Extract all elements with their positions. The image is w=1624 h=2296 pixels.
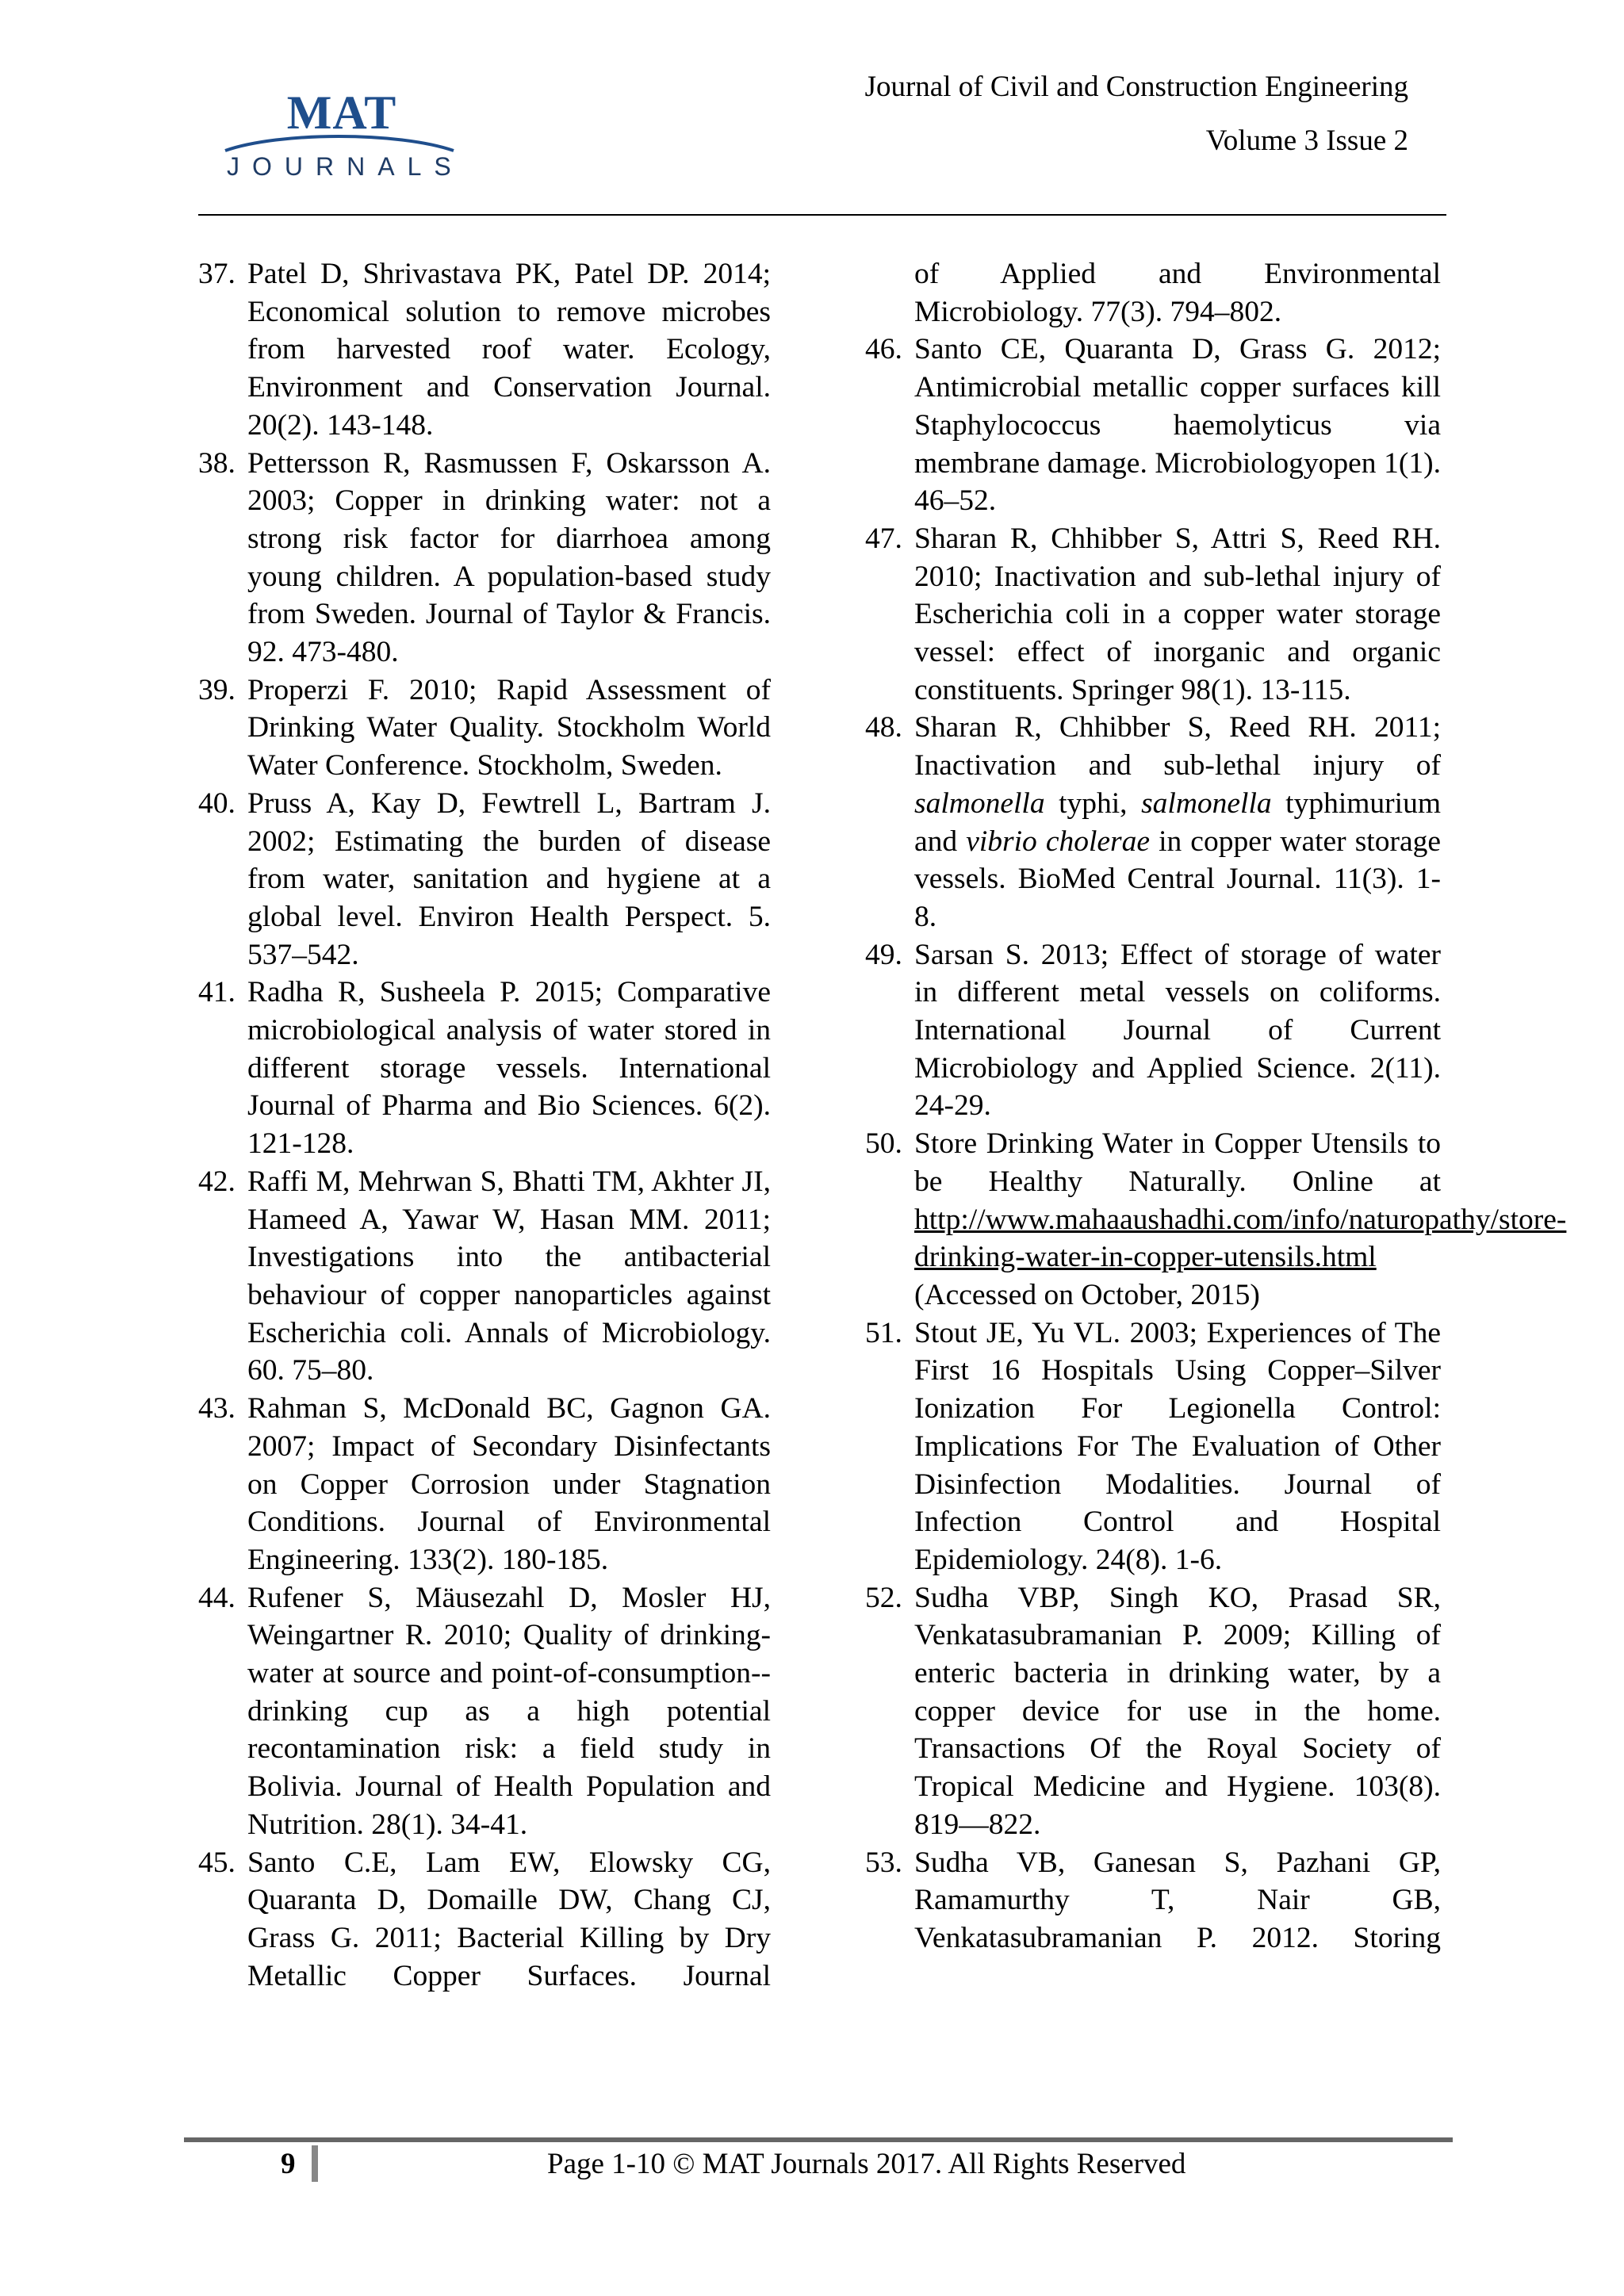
logo-journals-text: JOURNALS	[227, 152, 464, 181]
reference-item: 52. Sudha VBP, Singh KO, Prasad SR, Venkatasubramanian P. 2009; Killing of enteric bacteria in drinking water, by a copper device for use in the home. Transactions Of the Royal Society of Tropical Medicine and Hygiene. 103(8). 819—822.	[865, 1581, 1441, 1841]
species-name: salmonella	[1141, 786, 1272, 820]
footer-divider	[184, 2137, 1453, 2142]
reference-item: 46. Santo CE, Quaranta D, Grass G. 2012; Antimicrobial metallic copper surfaces kill Staphylococcus haemolyticus via membrane damage. Microbiologyopen 1(1). 46–52.	[865, 333, 1441, 518]
reference-item: 43. Rahman S, McDonald BC, Gagnon GA. 2007; Impact of Secondary Disinfectants on Copper Corrosion under Stagnation Conditions. Journal of Environmental Engineering. 133(2). 180-185.	[198, 1392, 771, 1576]
reference-item: 47. Sharan R, Chhibber S, Attri S, Reed RH. 2010; Inactivation and sub-lethal injury of Escherichia coli in a copper water storage vessel: effect of inorganic and organic constituents. Springer 98(1). 13-115.	[865, 522, 1441, 706]
reference-item: 41. Radha R, Susheela P. 2015; Comparative microbiological analysis of water stored in different storage vessels. International Journal of Pharma and Bio Sciences. 6(2). 121-128.	[198, 976, 771, 1161]
reference-item: 38. Pettersson R, Rasmussen F, Oskarsson A. 2003; Copper in drinking water: not a strong risk factor for diarrhoea among young children. A population-based study from Sweden. Journal of Taylor & Francis. 92. 473-480.	[198, 446, 771, 669]
reference-continuation: of Applied and Environmental Microbiology. 77(3). 794–802.	[914, 258, 1441, 328]
reference-item: 42. Raffi M, Mehrwan S, Bhatti TM, Akhter JI, Hameed A, Yawar W, Hasan MM. 2011; Investigations into the antibacterial behaviour of copper nanoparticles against Escherichia coli. Annals of Microbiology. 60. 75–80.	[198, 1165, 771, 1387]
logo-mat-text: MAT	[286, 86, 397, 139]
reference-item: 45. Santo C.E, Lam EW, Elowsky CG, Quaranta D, Domaille DW, Chang CJ, Grass G. 2011; Bacterial Killing by Dry Metallic Copper Surfaces. Journal	[198, 1846, 771, 1992]
reference-item: 40. Pruss A, Kay D, Fewtrell L, Bartram J. 2002; Estimating the burden of disease from water, sanitation and hygiene at a global level. Environ Health Perspect. 5. 537–542.	[198, 786, 771, 971]
reference-url-link[interactable]: http://www.mahaaushadhi.com/info/naturopathy/store-drinking-water-in-copper-utensils.html	[914, 1203, 1567, 1274]
header-divider	[198, 214, 1446, 216]
volume-issue: Volume 3 Issue 2	[1205, 124, 1408, 157]
reference-item: 37. Patel D, Shrivastava PK, Patel DP. 2014; Economical solution to remove microbes from harvested roof water. Ecology, Environment and Conservation Journal. 20(2). 143-148.	[198, 258, 771, 442]
species-name: vibrio cholerae	[966, 825, 1151, 858]
reference-item: 48. Sharan R, Chhibber S, Reed RH. 2011; Inactivation and sub-lethal injury of salmonella typhi, salmonella typhimurium and vibrio cholerae in copper water storage vessels. BioMed Central Journal. 11(3). 1-8.	[865, 711, 1441, 933]
journal-title: Journal of Civil and Construction Engineering	[864, 71, 1408, 103]
reference-item: 49. Sarsan S. 2013; Effect of storage of water in different metal vessels on coliforms. International Journal of Current Microbiology and Applied Science. 2(11). 24-29.	[865, 938, 1441, 1123]
references-right-column	[865, 255, 1567, 1957]
reference-item: 44. Rufener S, Mäusezahl D, Mosler HJ, Weingartner R. 2010; Quality of drinking-water at source and point-of-consumption--drinking cup as a high potential recontamination risk: a field study in Bolivia. Journal of Health Population and Nutrition. 28(1). 34-41.	[198, 1581, 771, 1841]
footer-page-separator	[312, 2145, 318, 2182]
species-name: salmonella	[914, 786, 1045, 820]
journal-logo	[224, 86, 464, 184]
references-left-column	[198, 255, 771, 1995]
reference-item: 53. Sudha VB, Ganesan S, Pazhani GP, Ramamurthy T, Nair GB, Venkatasubramanian P. 2012. Storing	[865, 1846, 1441, 1954]
reference-item: 51. Stout JE, Yu VL. 2003; Experiences of The First 16 Hospitals Using Copper–Silver Ionization For Legionella Control: Implications For The Evaluation of Other Disinfection Modalities. Journal of Infection Control and Hospital Epidemiology. 24(8). 1-6.	[865, 1316, 1441, 1576]
page-number: 9	[281, 2148, 296, 2180]
footer-copyright: Page 1-10 © MAT Journals 2017. All Rights Reserved	[547, 2148, 1186, 2180]
reference-item: 50. Store Drinking Water in Copper Utensils to be Healthy Naturally. Online at http://www.mahaaushadhi.com/info/naturopathy/store-drinking-water-in-copper-utensils.html (Accessed on October, 2015)	[865, 1127, 1567, 1311]
reference-item: 39. Properzi F. 2010; Rapid Assessment of Drinking Water Quality. Stockholm World Water Conference. Stockholm, Sweden.	[198, 673, 771, 783]
